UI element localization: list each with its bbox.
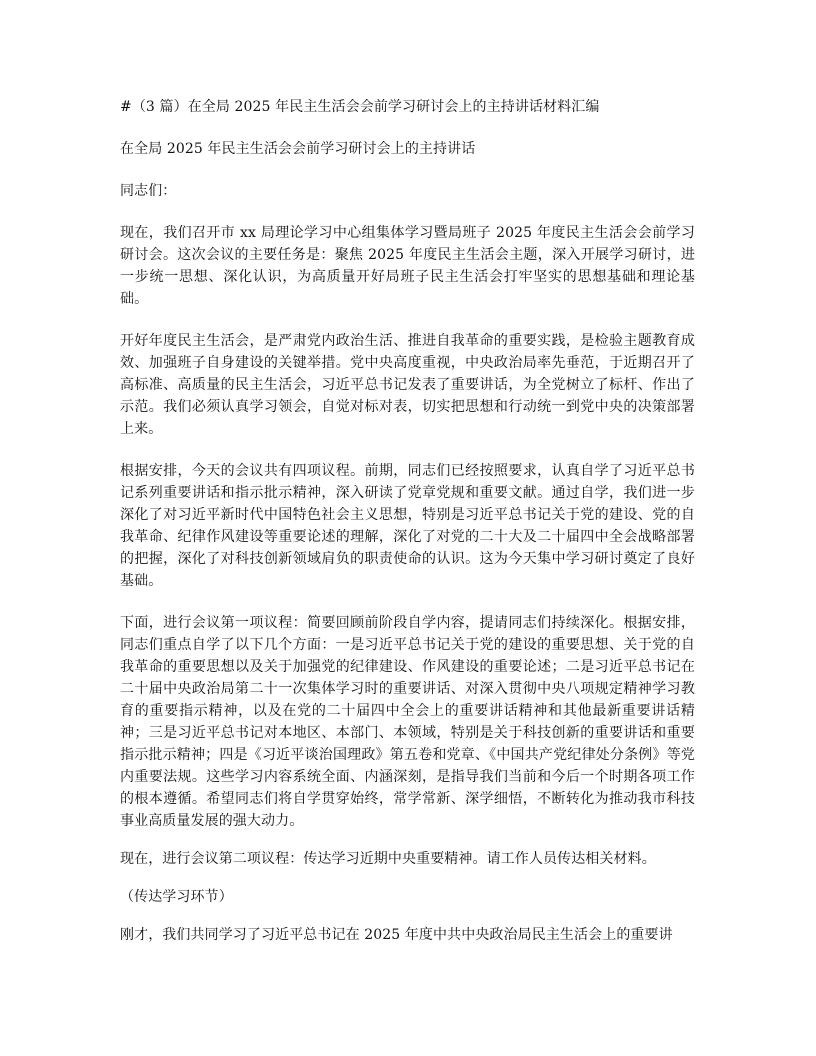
salutation: 同志们：: [120, 183, 177, 199]
paragraph-4: 下面，进行会议第一项议程：简要回顾前阶段自学内容，提请同志们持续深化。根据安排，同志们重点自学了以下几个方面：一是习近平总书记关于党的建设的重要思想、关于党的自我革命的重要思想以及关于加强党的纪律建设、作风建设的重要论述；二是习近平总书记在二十届中央政治局第二十一次集体学习时的重要讲话、对深入贯彻中央八项规定精神学习教育的重要指示精神，以及在党的二十届四中全会上的重要讲话精神和其他最新重要讲话精神；三是习近平总书记对本地区、本部门、本领域，特别是关于科技创新的重要讲话和重要指示批示精神；四是《习近平谈治国理政》第五卷和党章、《中国共产党纪律处分条例》等党内重要法规。这些学习内容系统全面、内涵深刻，是指导我们当前和今后一个时期各项工作的根本遵循。希望同志们将自学贯穿始终，常学常新、深学细悟，不断转化为推动我市科技事业高质量发展的强大动力。: [120, 615, 695, 829]
document-page: [120, 96, 695, 966]
paragraph-6: （传达学习环节）: [120, 889, 233, 905]
paragraph-5: 现在，进行会议第二项议程：传达学习近期中央重要精神。请工作人员传达相关材料。: [120, 851, 656, 867]
paragraph-7: 刚才，我们共同学习了习近平总书记在 2025 年度中共中央政治局民主生活会上的重要讲: [120, 927, 673, 943]
paragraph-3: 根据安排，今天的会议共有四项议程。前期，同志们已经按照要求，认真自学了习近平总书记系列重要讲话和指示批示精神，深入研读了党章党规和重要文献。通过自学，我们进一步深化了对习近平新时代中国特色社会主义思想，特别是习近平总书记关于党的建设、党的自我革命、纪律作风建设等重要论述的理解，深化了对党的二十大及二十届四中全会战略部署的把握，深化了对科技创新领域肩负的职责使命的认识。这为今天集中学习研讨奠定了良好基础。: [120, 463, 695, 589]
paragraph-2: 开好年度民主生活会，是严肃党内政治生活、推进自我革命的重要实践，是检验主题教育成效、加强班子自身建设的关键举措。党中央高度重视，中央政治局率先垂范，于近期召开了高标准、高质量的民主生活会，习近平总书记发表了重要讲话，为全党树立了标杆、作出了示范。我们必须认真学习领会，自觉对标对表，切实把思想和行动统一到党中央的决策部署上来。: [120, 333, 695, 437]
document-subtitle: 在全局 2025 年民主生活会会前学习研讨会上的主持讲话: [120, 141, 476, 157]
paragraph-1: 现在，我们召开市 xx 局理论学习中心组集体学习暨局班子 2025 年度民主生活会会前学习研讨会。这次会议的主要任务是：聚焦 2025 年度民主生活会主题，深入开展学习研讨，进一步统一思想、深化认识，为高质量开好局班子民主生活会打牢坚实的思想基础和理论基础。: [120, 225, 695, 307]
document-title: #（3 篇）在全局 2025 年民主生活会会前学习研讨会上的主持讲话材料汇编: [120, 99, 600, 115]
